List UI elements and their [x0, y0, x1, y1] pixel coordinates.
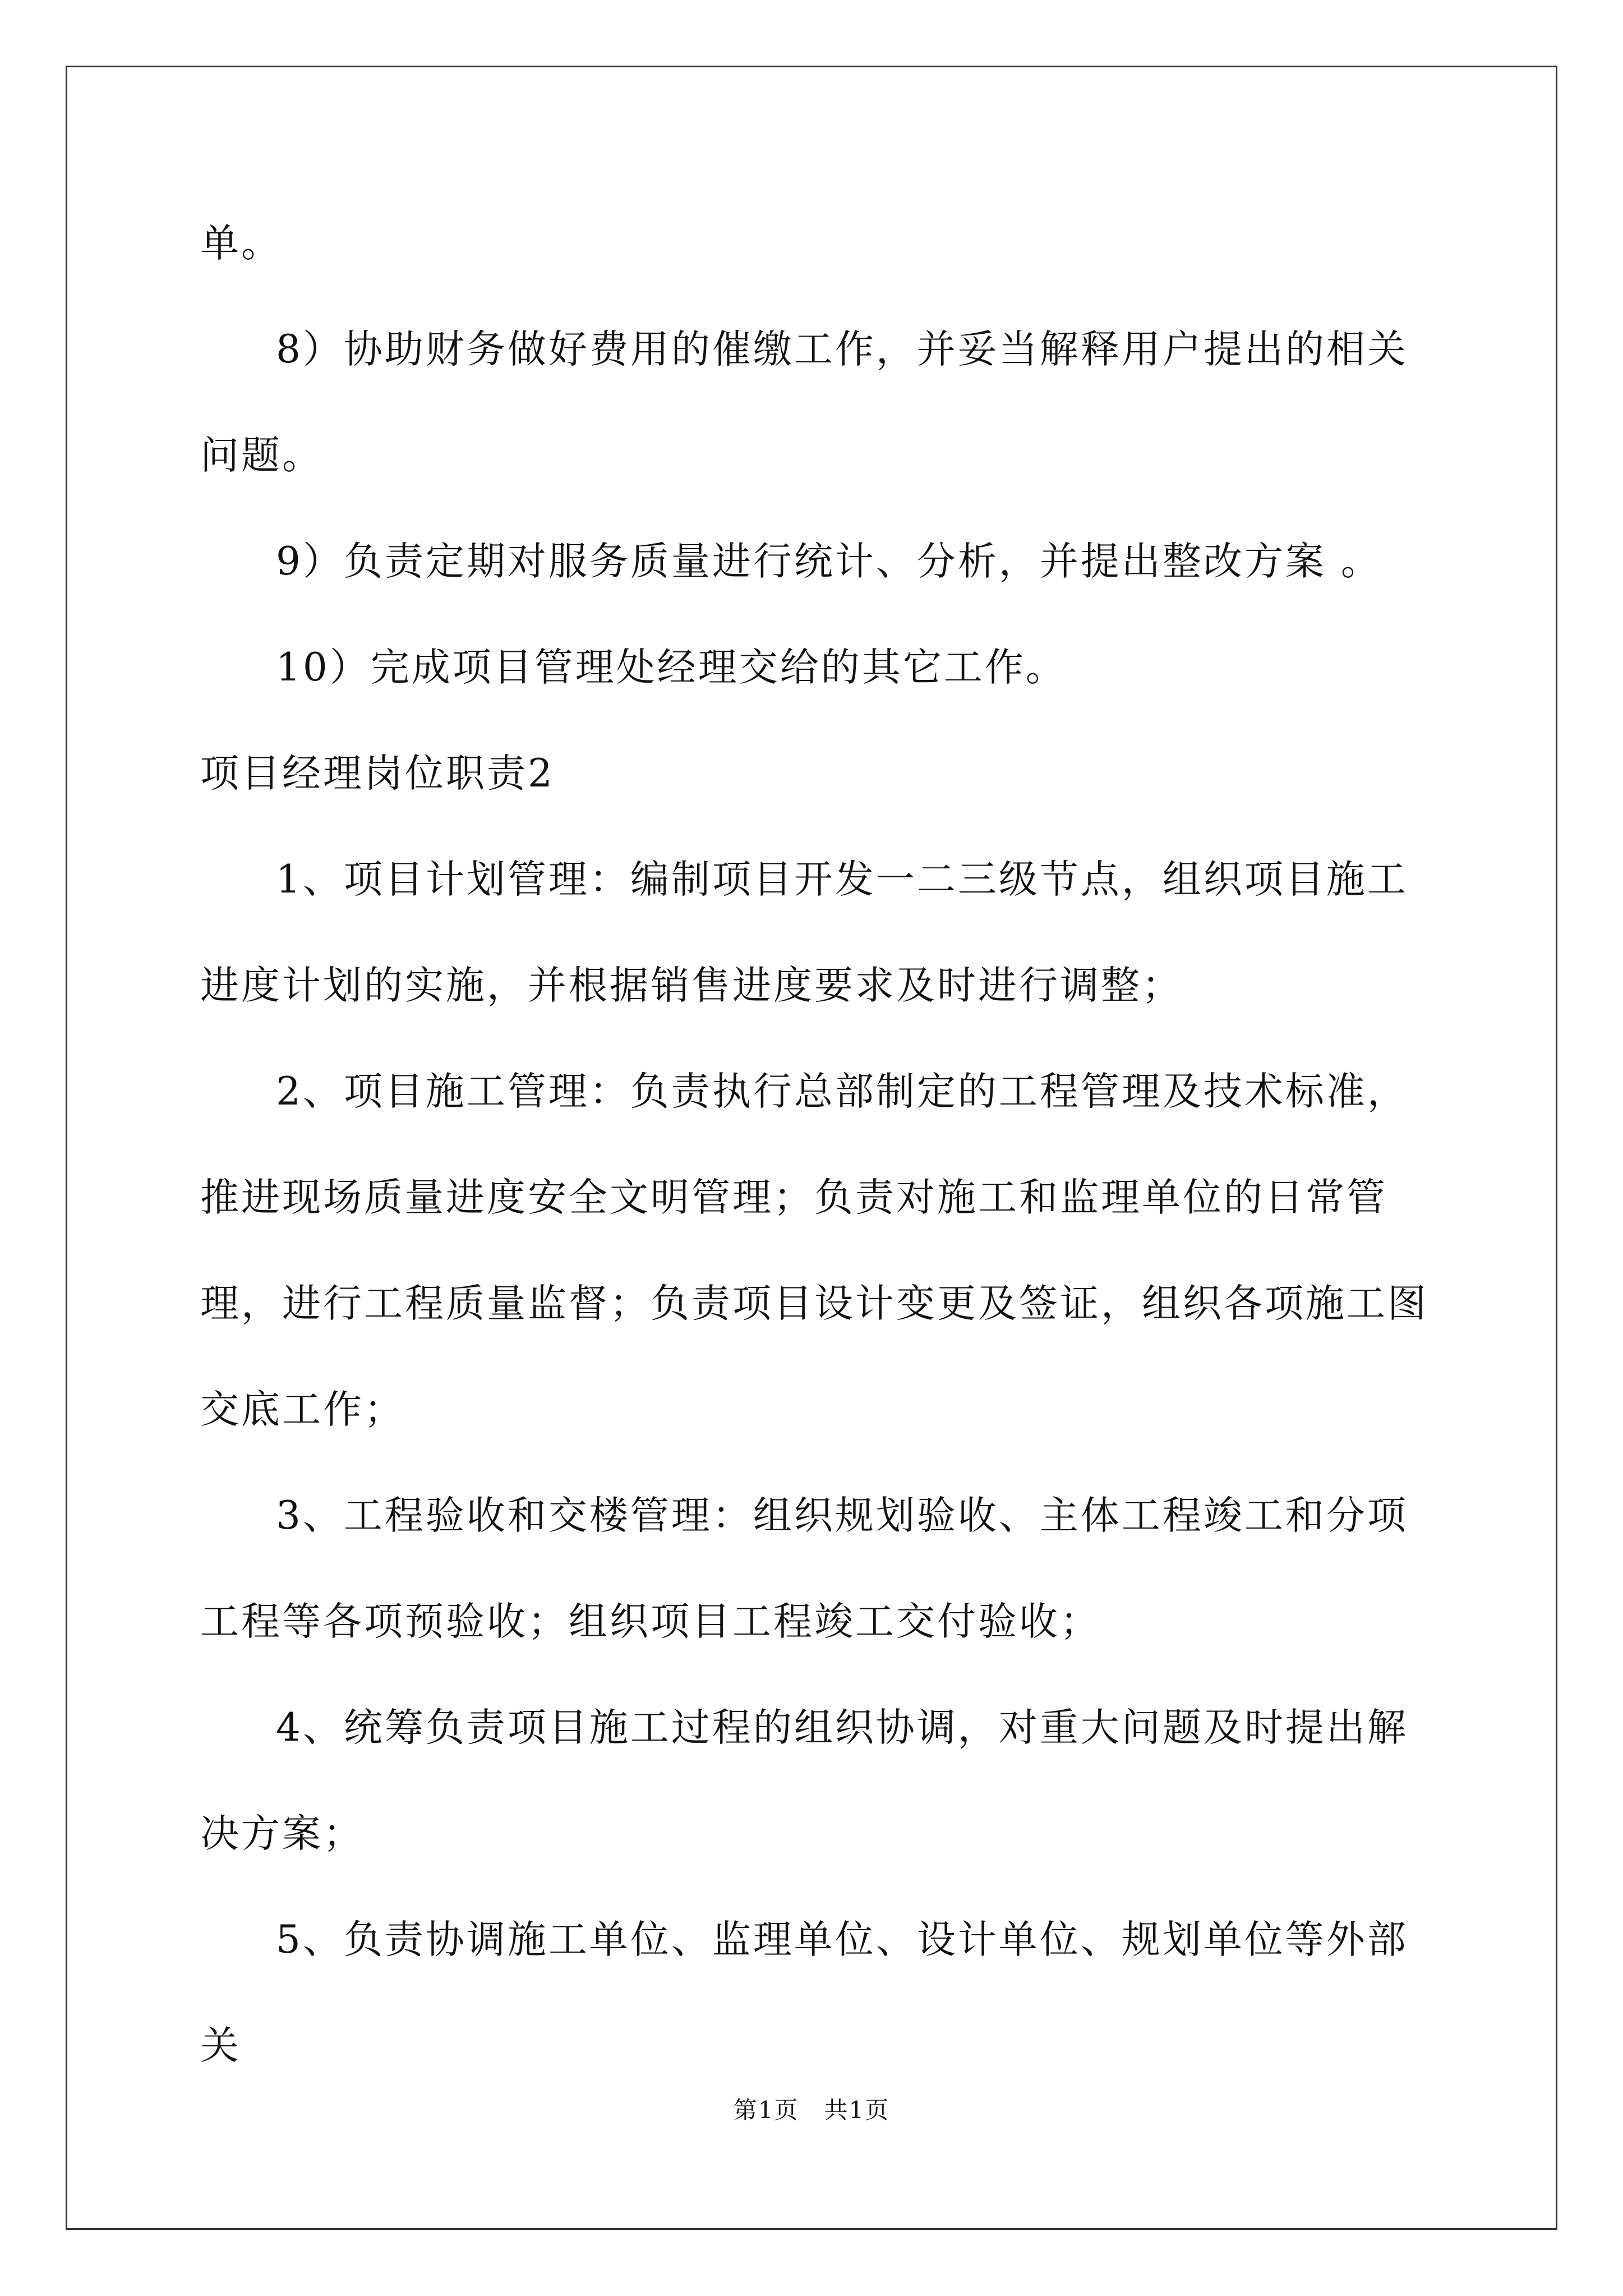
paragraph-duty-2: 2、项目施工管理：负责执行总部制定的工程管理及技术标准，推进现场质量进度安全文明管理；负责对施工和监理单位的日常管理，进行工程质量监督；负责项目设计变更及签证，组织各项施工图交底工作； — [200, 1069, 1428, 1432]
page-number-current: 第1页 — [733, 2096, 799, 2124]
paragraph-item-10: 10）完成项目管理处经理交给的其它工作。 — [276, 645, 1067, 690]
paragraph-item-9: 9）负责定期对服务质量进行统计、分析，并提出整改方案 。 — [276, 539, 1382, 584]
paragraph-item-8: 8）协助财务做好费用的催缴工作，并妥当解释用户提出的相关问题。 — [200, 327, 1408, 478]
paragraph-duty-1: 1、项目计划管理：编制项目开发一二三级节点，组织项目施工进度计划的实施，并根据销售进度要求及时进行调整； — [200, 857, 1408, 1008]
paragraph-duty-3: 3、工程验收和交楼管理：组织规划验收、主体工程竣工和分项工程等各项预验收；组织项目工程竣工交付验收； — [200, 1493, 1408, 1644]
section-heading: 项目经理岗位职责2 — [200, 751, 555, 796]
page-number-total: 共1页 — [824, 2096, 890, 2124]
page-footer — [0, 2093, 1623, 2127]
paragraph-duty-4: 4、统筹负责项目施工过程的组织协调，对重大问题及时提出解决方案； — [200, 1705, 1408, 1856]
paragraph-duty-5: 5、负责协调施工单位、监理单位、设计单位、规划单位等外部关 — [200, 1917, 1408, 2068]
paragraph-continuation: 单。 — [200, 221, 282, 266]
document-body — [200, 191, 1428, 2099]
